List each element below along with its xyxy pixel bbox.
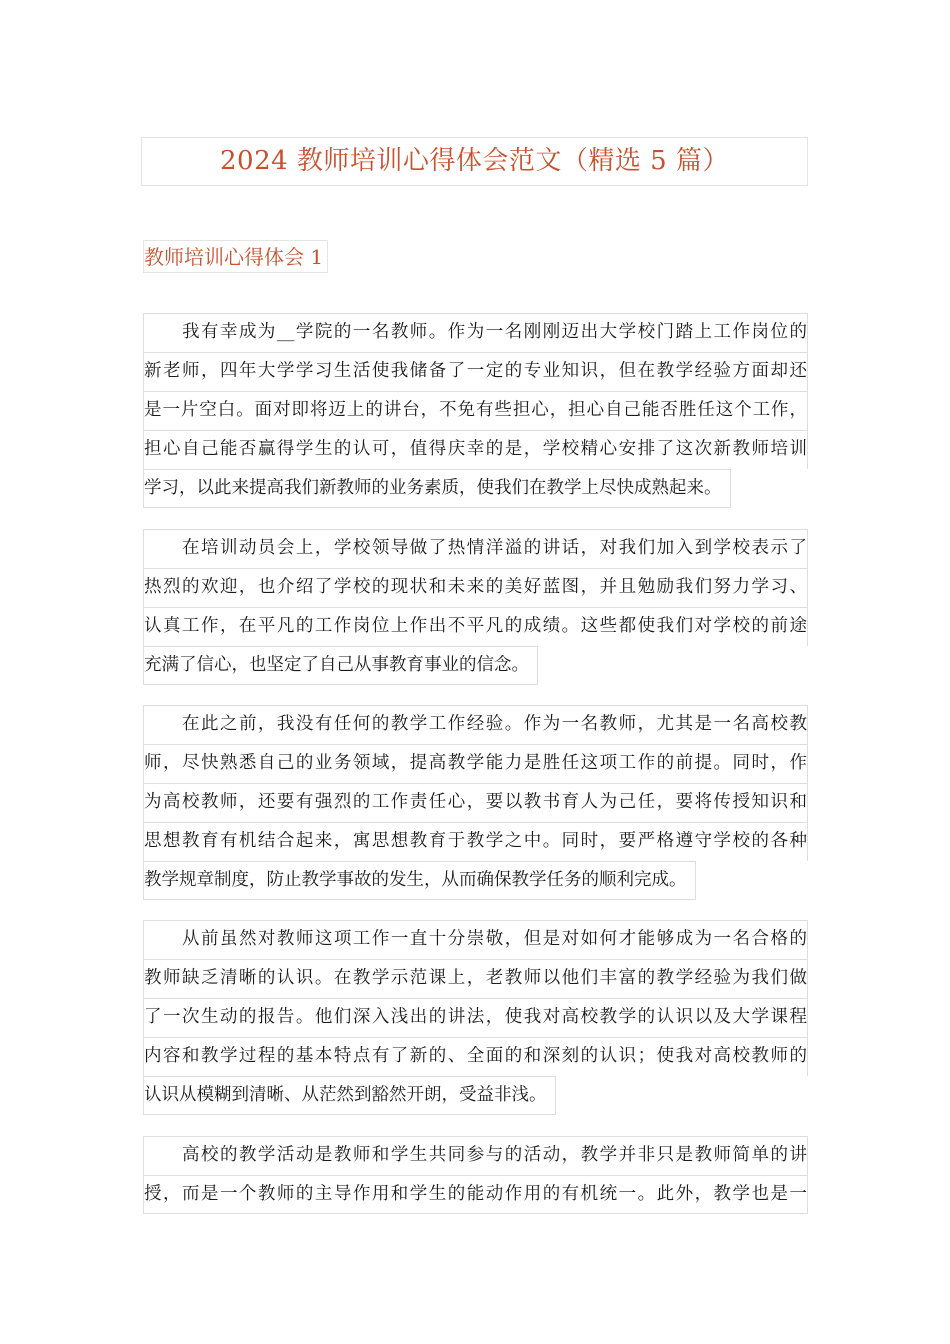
- title-box: [141, 137, 808, 186]
- paragraph-line: 高校的教学活动是教师和学生共同参与的活动，教学并非只是教师简单的讲: [143, 1136, 808, 1175]
- document-title: 2024 教师培训心得体会范文（精选 5 篇）: [219, 146, 729, 176]
- paragraph-line: 为高校教师，还要有强烈的工作责任心，要以教书育人为己任，要将传授知识和: [143, 783, 808, 822]
- paragraph-line: 认识从模糊到清晰、从茫然到豁然开朗，受益非浅。: [143, 1076, 556, 1115]
- paragraph-line: 担心自己能否赢得学生的认可，值得庆幸的是，学校精心安排了这次新教师培训: [143, 430, 808, 469]
- paragraph-line: 教学规章制度，防止教学事故的发生，从而确保教学任务的顺利完成。: [143, 861, 696, 900]
- paragraph-4: [143, 920, 808, 1119]
- paragraph-line: 热烈的欢迎，也介绍了学校的现状和未来的美好蓝图，并且勉励我们努力学习、: [143, 568, 808, 607]
- paragraph-line: 新老师，四年大学学习生活使我储备了一定的专业知识，但在教学经验方面却还: [143, 352, 808, 391]
- paragraph-line: 充满了信心，也坚定了自己从事教育事业的信念。: [143, 646, 538, 685]
- paragraph-line: 授，而是一个教师的主导作用和学生的能动作用的有机统一。此外，教学也是一: [143, 1175, 808, 1214]
- paragraph-line: 了一次生动的报告。他们深入浅出的讲法，使我对高校教学的认识以及大学课程: [143, 998, 808, 1037]
- paragraph-2: [143, 529, 808, 689]
- paragraph-line: 教师缺乏清晰的认识。在教学示范课上，老教师以他们丰富的教学经验为我们做: [143, 959, 808, 998]
- paragraph-1: [143, 313, 808, 512]
- paragraph-5: [143, 1136, 808, 1214]
- paragraph-3: [143, 705, 808, 904]
- paragraph-line: 认真工作，在平凡的工作岗位上作出不平凡的成绩。这些都使我们对学校的前途: [143, 607, 808, 646]
- paragraph-line: 师，尽快熟悉自己的业务领域，提高教学能力是胜任这项工作的前提。同时，作: [143, 744, 808, 783]
- paragraph-line: 是一片空白。面对即将迈上的讲台，不免有些担心，担心自己能否胜任这个工作，: [143, 391, 808, 430]
- paragraph-line: 学习，以此来提高我们新教师的业务素质，使我们在教学上尽快成熟起来。: [143, 469, 731, 508]
- paragraph-line: 在此之前，我没有任何的教学工作经验。作为一名教师，尤其是一名高校教: [143, 705, 808, 744]
- paragraph-line: 从前虽然对教师这项工作一直十分崇敬，但是对如何才能够成为一名合格的: [143, 920, 808, 959]
- paragraph-line: 内容和教学过程的基本特点有了新的、全面的和深刻的认识；使我对高校教师的: [143, 1037, 808, 1076]
- section-heading: 教师培训心得体会 1: [143, 240, 328, 273]
- paragraph-line: 我有幸成为__学院的一名教师。作为一名刚刚迈出大学校门踏上工作岗位的: [143, 313, 808, 352]
- paragraph-line: 思想教育有机结合起来，寓思想教育于教学之中。同时，要严格遵守学校的各种: [143, 822, 808, 861]
- paragraph-line: 在培训动员会上，学校领导做了热情洋溢的讲话，对我们加入到学校表示了: [143, 529, 808, 568]
